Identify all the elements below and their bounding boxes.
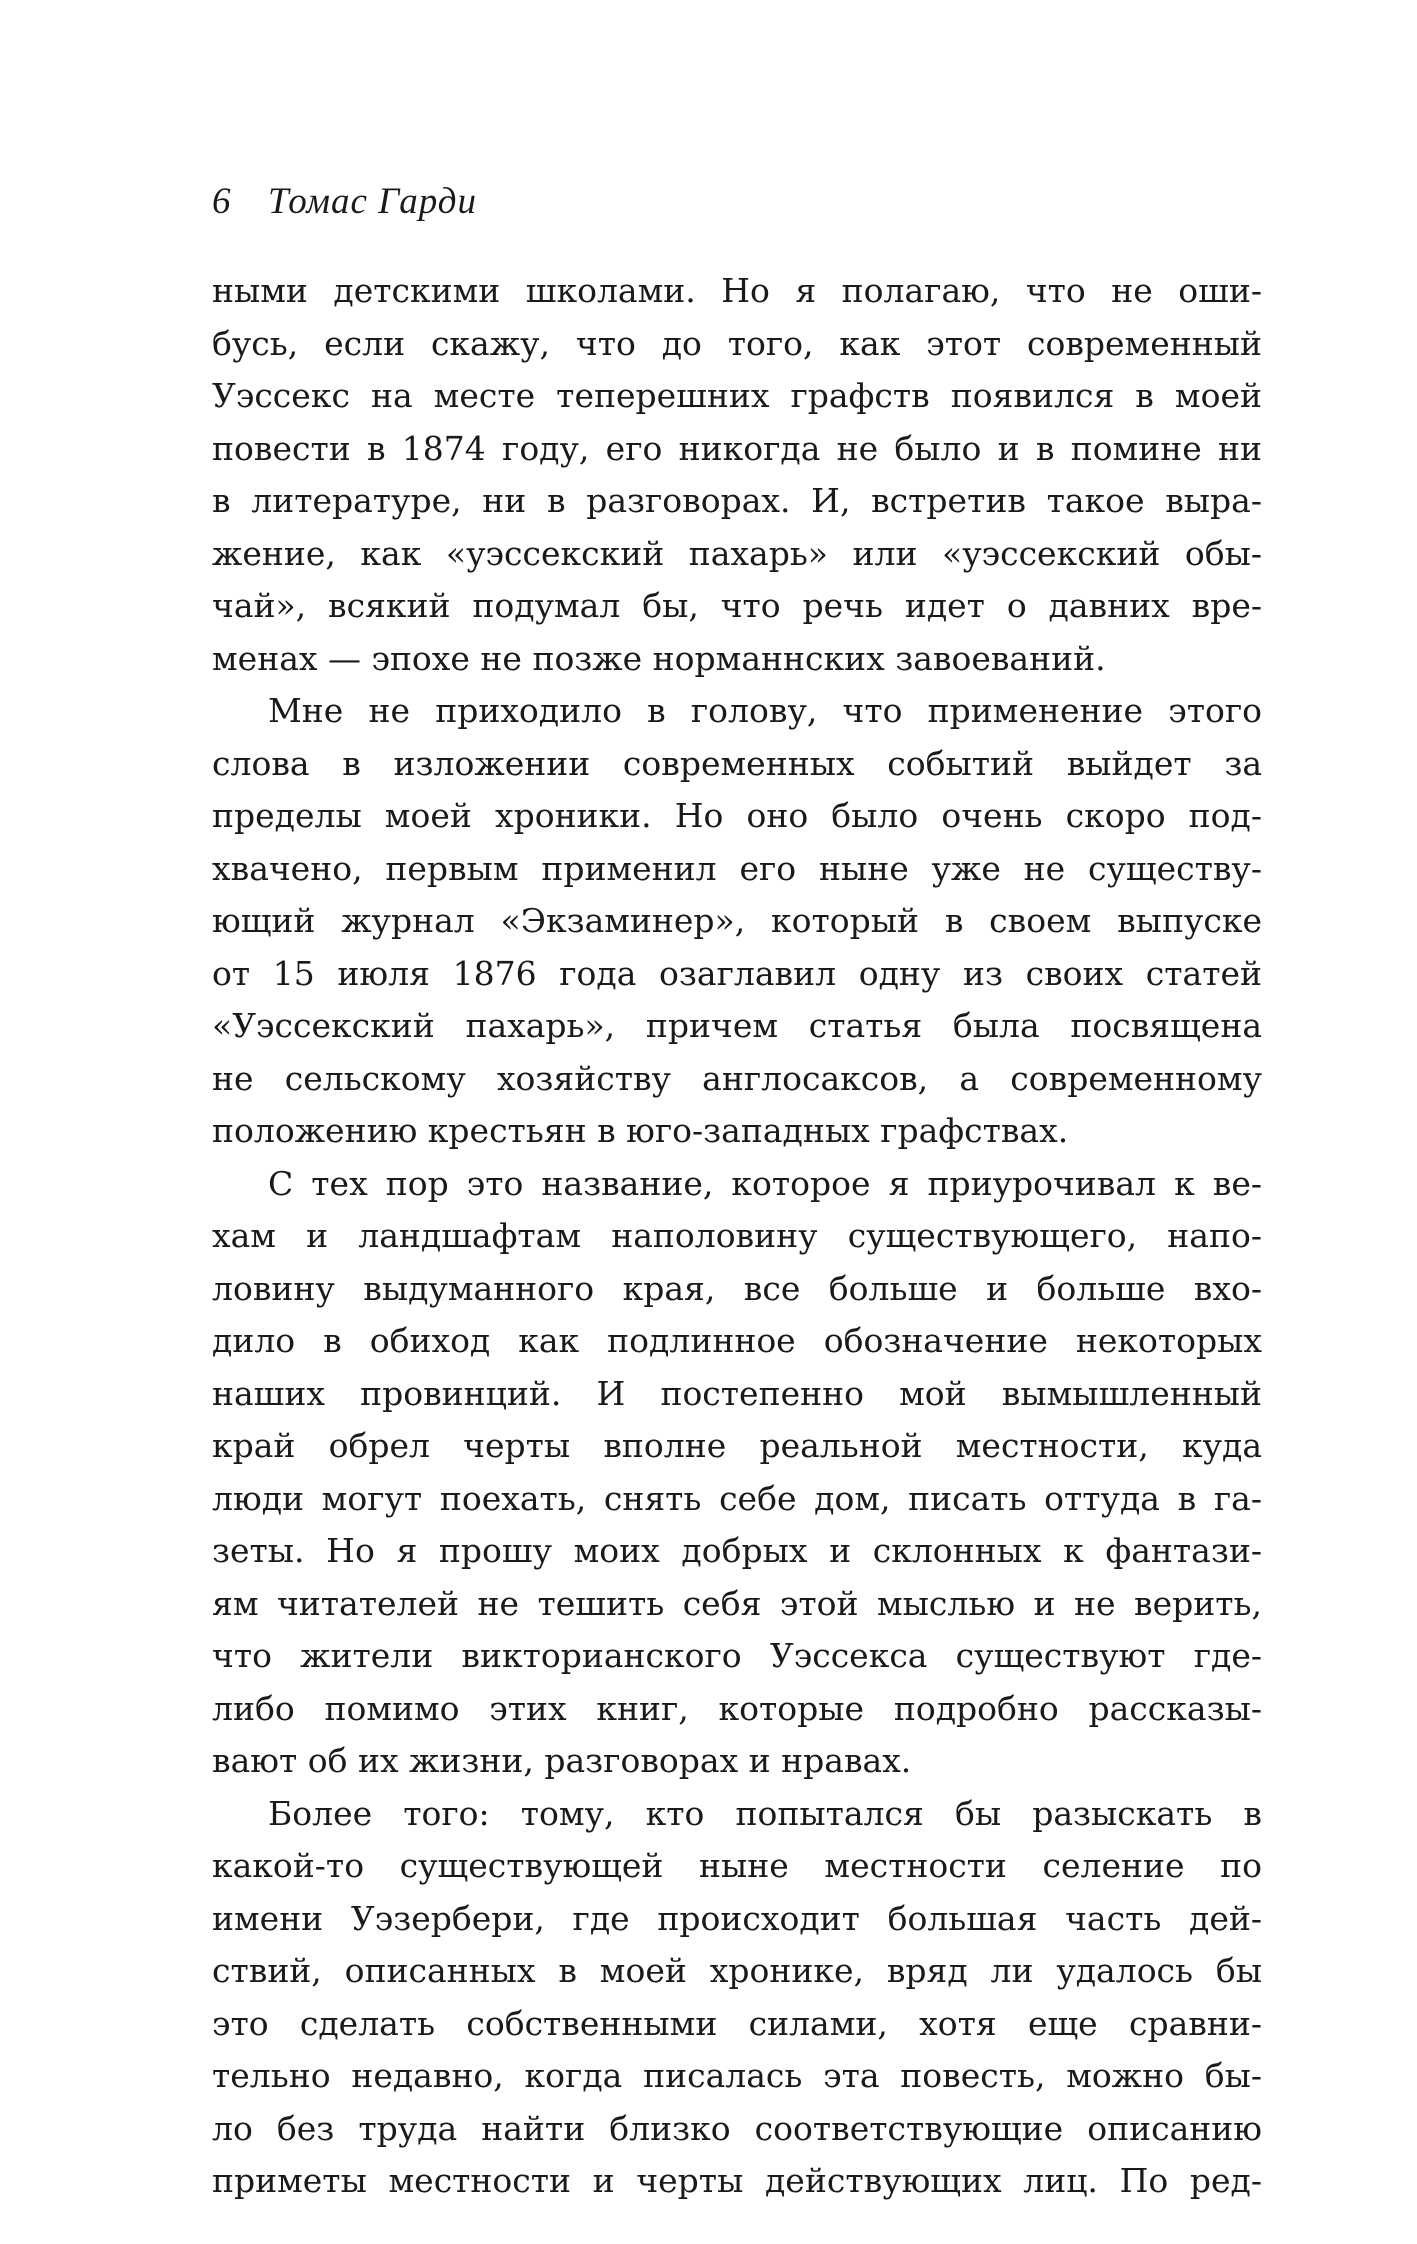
text-line: в литературе, ни в разговорах. И, встретив такое выра- [212,481,1262,520]
text-line: имени Уэзербери, где происходит большая часть дей- [212,1898,1262,1938]
text-line: не сельскому хозяйству англосаксов, а современному [212,1058,1262,1098]
paragraph-first-line: С тех пор это название, которое я приурочивал к ве- [268,1163,1262,1203]
text-line: какой-то существующей ныне местности селение по [212,1846,1262,1885]
text-line: край обрел черты вполне реальной местности, куда [212,1426,1262,1465]
page-number: 6 [212,181,232,222]
text-line: положению крестьян в юго-западных графствах. [212,1111,1069,1150]
text-line: ло без труда найти близко соответствующие описанию [212,2108,1262,2148]
text-line: ными детскими школами. Но я полагаю, что не оши- [212,271,1262,310]
text-line: от 15 июля 1876 года озаглавил одну из своих статей [212,953,1262,993]
text-line: менах — эпохе не позже норманнских завоеваний. [212,638,1106,678]
text-line: люди могут поехать, снять себе дом, писать оттуда в га- [212,1478,1262,1518]
text-line: «Уэссекский пахарь», причем статья была посвящена [212,1006,1262,1045]
text-line: слова в изложении современных событий выйдет за [212,743,1262,783]
text-line: хвачено, первым применил его ныне уже не существу- [212,848,1262,888]
paragraph-first-line: Мне не приходило в голову, что применение этого [268,691,1262,730]
text-line: бусь, если скажу, что до того, как этот современный [212,323,1262,363]
running-head [212,180,477,224]
running-title: Томас Гарди [268,181,477,222]
text-line: что жители викторианского Уэссекса существуют где- [212,1636,1262,1675]
text-line: Уэссекс на месте теперешних графств появился в моей [212,376,1262,415]
text-line: пределы моей хроники. Но оно было очень скоро под- [212,796,1262,835]
text-line: ствий, описанных в моей хронике, вряд ли удалось бы [212,1951,1262,1990]
text-line: вают об их жизни, разговорах и нравах. [212,1741,912,1780]
text-line: чай», всякий подумал бы, что речь идет о давних вре- [212,586,1262,625]
body-text [212,265,1262,2208]
text-line: ям читателей не тешить себя этой мыслью и не верить, [212,1583,1262,1623]
text-line: зеты. Но я прошу моих добрых и склонных к фантази- [212,1531,1262,1570]
text-line: наших провинций. И постепенно мой вымышленный [212,1373,1262,1413]
text-line: дило в обиход как подлинное обозначение некоторых [212,1321,1262,1360]
text-line: приметы местности и черты действующих лиц. По ред- [212,2161,1262,2200]
text-line: это сделать собственными силами, хотя еще сравни- [212,2003,1262,2043]
text-line: либо помимо этих книг, которые подробно рассказы- [212,1688,1262,1728]
text-line: ющий журнал «Экзаминер», который в своем выпуске [212,901,1262,940]
text-line: повести в 1874 году, его никогда не было и в помине ни [212,428,1262,468]
paragraph-first-line: Более того: тому, кто попытался бы разыскать в [268,1793,1262,1833]
text-line: хам и ландшафтам наполовину существующего, напо- [212,1216,1262,1255]
text-line: ловину выдуманного края, все больше и больше вхо- [212,1268,1262,1308]
text-line: тельно недавно, когда писалась эта повесть, можно бы- [212,2056,1262,2095]
text-line: жение, как «уэссекский пахарь» или «уэссекский обы- [212,533,1262,573]
